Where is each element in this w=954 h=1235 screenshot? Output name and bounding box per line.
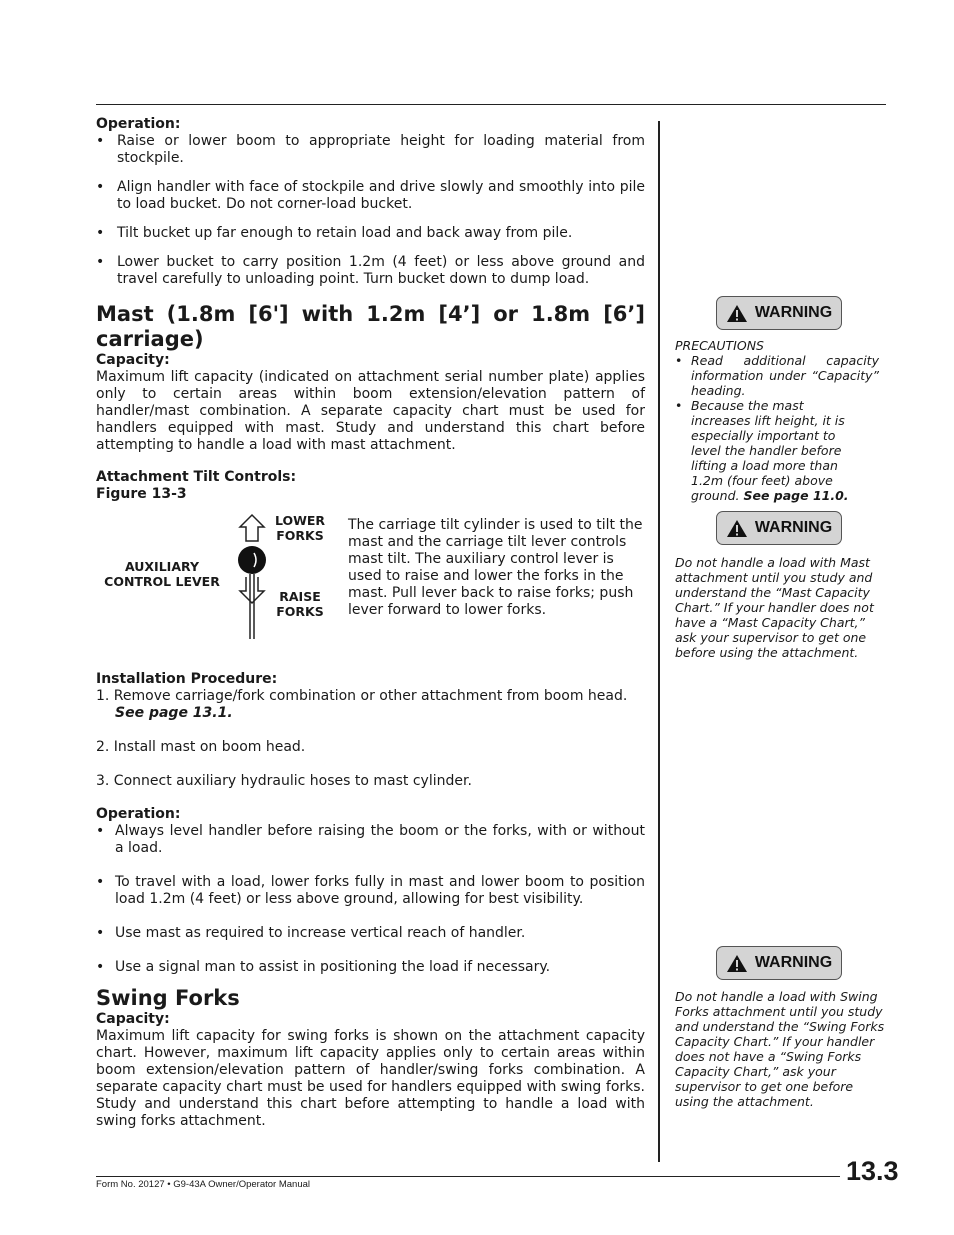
figure-label: Figure 13-3 xyxy=(96,486,187,502)
column-divider xyxy=(658,121,660,1162)
swing-warning-text: Do not handle a load with Swing Forks attachment until you study and understand the “Swing Forks Capacity Chart.” If your handler does not have a “Swing Forks Capacity Chart,” ask your supervisor to get one before using the attachment. xyxy=(675,989,885,1109)
swing-capacity-text: Maximum lift capacity for swing forks is shown on the attachment capacity chart. However, maximum lift capacity applies only to certain areas within boom extension/elevation pattern of handler/swing forks combination. A separate capacity chart must be used for handlers equipped with swing forks. Study and understand this chart before attempting to handle a load with swing forks attachment. xyxy=(96,1028,645,1129)
installation-heading: Installation Procedure: xyxy=(96,671,278,687)
list-item: • To travel with a load, lower forks fully in mast and lower boom to position load 1.2m (4 feet) or less above ground, allowing for best visibility. xyxy=(96,874,645,908)
top-rule xyxy=(96,104,886,105)
figure-description: The carriage tilt cylinder is used to tilt the mast and the carriage tilt lever controls mast tilt. The auxiliary control lever is used to raise and lower the forks in the mast. Pull lever back to raise forks; push lever forward to lower forks. xyxy=(348,517,643,618)
list-item: • Tilt bucket up far enough to retain load and back away from pile. xyxy=(96,225,645,242)
control-lever-icon xyxy=(234,511,270,641)
list-item: • Align handler with face of stockpile and drive slowly and smoothly into pile to load bucket. Do not corner-load bucket. xyxy=(96,179,645,213)
precautions-list xyxy=(675,353,886,503)
figure-13-3 xyxy=(96,511,645,661)
mast-capacity-heading: Capacity: xyxy=(96,352,170,368)
see-page-link: See page 13.1. xyxy=(115,705,233,721)
footer-form-number: Form No. 20127 • G9-43A Owner/Operator Manual xyxy=(96,1179,311,1190)
install-step: 1. Remove carriage/fork combination or other attachment from boom head. xyxy=(96,688,628,704)
mast-capacity-text: Maximum lift capacity (indicated on attachment serial number plate) applies only to certain areas within boom extension/elevation pattern of handler/mast combination. A separate capacity chart must be used for handlers equipped with mast. Study and understand this chart before attempting to handle a load with mast attachment. xyxy=(96,369,645,453)
operation-list xyxy=(96,133,645,288)
warning-badge xyxy=(716,296,842,330)
see-page-link: See page 11.0. xyxy=(743,488,849,503)
warning-badge xyxy=(716,946,842,980)
warning-label: WARNING xyxy=(754,519,833,536)
install-step: 3. Connect auxiliary hydraulic hoses to mast cylinder. xyxy=(96,773,472,789)
warning-badge xyxy=(716,511,842,545)
raise-forks-label: RAISE FORKS xyxy=(276,589,324,619)
mast-warning-text: Do not handle a load with Mast attachment until you study and understand the “Mast Capacity Chart.” If your handler does not have a “Mast Capacity Chart,” ask your supervisor to get one before using the attachment. xyxy=(675,555,874,660)
warning-label: WARNING xyxy=(754,954,833,971)
list-item: • Lower bucket to carry position 1.2m (4 feet) or less above ground and travel carefully to unloading point. Turn bucket down to dump load. xyxy=(96,254,645,288)
warning-triangle-icon xyxy=(726,519,748,538)
tilt-controls-heading: Attachment Tilt Controls: xyxy=(96,469,297,485)
list-item: • Raise or lower boom to appropriate height for loading material from stockpile. xyxy=(96,133,645,167)
lower-forks-label: LOWER FORKS xyxy=(274,513,326,543)
aux-lever-label: AUXILIARY CONTROL LEVER xyxy=(104,559,220,589)
precautions-heading: PRECAUTIONS xyxy=(675,338,764,353)
mast-operation-list xyxy=(96,823,645,976)
swing-forks-title: Swing Forks xyxy=(96,986,240,1010)
warning-label: WARNING xyxy=(754,304,833,321)
mast-section-title: Mast (1.8m [6'] with 1.2m [4’] or 1.8m [6’] carriage) xyxy=(96,302,645,351)
install-step: 2. Install mast on boom head. xyxy=(96,739,306,755)
list-item: • Use a signal man to assist in positioning the load if necessary. xyxy=(96,959,645,976)
operation-heading: Operation: xyxy=(96,116,181,132)
warning-triangle-icon xyxy=(726,304,748,323)
bottom-rule xyxy=(96,1176,840,1177)
list-item: • Always level handler before raising the boom or the forks, with or without a load. xyxy=(96,823,645,857)
swing-capacity-heading: Capacity: xyxy=(96,1011,170,1027)
main-column xyxy=(96,116,645,1130)
list-item: • Use mast as required to increase vertical reach of handler. xyxy=(96,925,645,942)
page-number: 13.3 xyxy=(846,1156,899,1186)
warning-triangle-icon xyxy=(726,954,748,973)
precautions-block xyxy=(675,338,886,503)
mast-operation-heading: Operation: xyxy=(96,806,181,822)
list-item: • Read additional capacity information under “Capacity” heading. xyxy=(675,353,879,398)
list-item: • Because the mast increases lift height, it is especially important to level the handler before lifting a load more than 1.2m (four feet) above ground. See page 11.0. xyxy=(675,398,863,503)
